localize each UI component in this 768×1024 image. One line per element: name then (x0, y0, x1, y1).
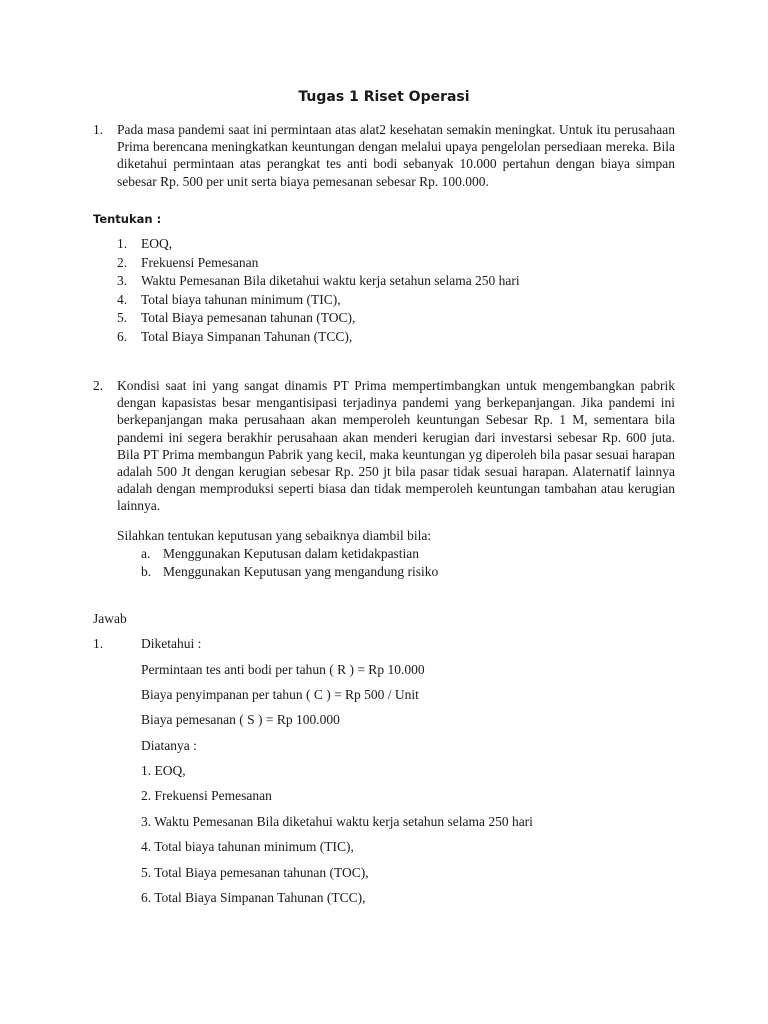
list-item: 4. Total biaya tahunan minimum (TIC), (141, 839, 354, 855)
diketahui-item: Biaya pemesanan ( S ) = Rp 100.000 (141, 712, 340, 727)
list-item-number: 1. (117, 236, 128, 251)
question-2-number: 2. (93, 378, 104, 393)
list-item: 6. Total Biaya Simpanan Tahunan (TCC), (141, 889, 366, 905)
list-item (117, 309, 657, 328)
list-item-text: Total Biaya pemesanan tahunan (TOC), (141, 310, 356, 326)
diketahui-item: Permintaan tes anti bodi per tahun ( R ) = Rp 10.000 (141, 662, 425, 677)
list-item: 1. EOQ, (141, 763, 186, 778)
list-item (117, 328, 657, 347)
document-title: Tugas 1 Riset Operasi (298, 89, 470, 105)
list-item (141, 545, 641, 563)
list-item-text: Menggunakan Keputusan yang mengandung risiko (163, 563, 439, 579)
list-item-text: Total Biaya Simpanan Tahunan (TCC), (141, 328, 353, 344)
list-item-number: 6. (117, 328, 128, 344)
answer-heading: Jawab (93, 611, 127, 626)
list-item-number: 4. (117, 291, 128, 307)
list-item (117, 272, 657, 291)
question-2-text: Kondisi saat ini yang sangat dinamis PT Prima mempertimbangkan untuk mengembangkan pabrik dengan kapasistas besar mengantisipasi terjadinya pandemi yang berkepanjangan. Jika pandemi ini berkepanjangan maka perusahaan akan memperoleh keuntungan Sebesar Rp. 1 M, sementara bila pandemi ini segera berakhir perusahaan akan menderi kerugian dari investarsi sebesar Rp. 600 juta. Bila PT Prima membangun Pabrik yang kecil, maka keuntungan yg diperoleh bila pasar sesuai harapan adalah 500 Jt dengan kerugian sebesar Rp. 250 jt bila pasar tidak sesuai harapan. Alaternatif lainnya adalah dengan memproduksi seperti biasa dan tidak memperoleh keuntungan tambahan atau kerugian lainnya. (117, 378, 675, 514)
question-2-options (141, 545, 641, 580)
question-2-instruction: Silahkan tentukan keputusan yang sebaiknya diambil bila: (117, 528, 432, 543)
list-item (141, 563, 641, 581)
diketahui-item: Biaya penyimpanan per tahun ( C ) = Rp 500 / Unit (141, 687, 419, 702)
question-1-text: Pada masa pandemi saat ini permintaan atas alat2 kesehatan semakin meningkat. Untuk itu perusahaan Prima berencana meningkatkan keuntungan dengan melalui upaya pengelolan persediaan mereka. Bila diketahui permintaan atas perangkat tes anti bodi sebanyak 10.000 pertahun dengan biaya simpan sebesar Rp. 500 per unit serta biaya pemesanan sebesar Rp. 100.000. (117, 122, 675, 189)
question-1-items (117, 235, 657, 347)
list-item (117, 254, 657, 273)
ditanya-label: Diatanya : (141, 738, 197, 753)
tentukan-label: Tentukan : (93, 212, 162, 226)
list-item: 5. Total Biaya pemesanan tahunan (TOC), (141, 864, 369, 880)
list-item-number: 3. (117, 273, 128, 289)
list-item (117, 235, 657, 254)
list-item: 2. Frekuensi Pemesanan (141, 788, 272, 804)
diketahui-label: Diketahui : (141, 636, 202, 651)
list-item-text: EOQ, (141, 236, 173, 251)
answer-number: 1. (93, 636, 104, 651)
list-item: 3. Waktu Pemesanan Bila diketahui waktu kerja setahun selama 250 hari (141, 813, 533, 829)
list-item (117, 291, 657, 310)
list-item-number: 5. (117, 310, 128, 326)
list-item-text: Frekuensi Pemesanan (141, 254, 259, 270)
list-item-letter: a. (141, 546, 151, 561)
ditanya-list (141, 758, 681, 910)
list-item-text: Menggunakan Keputusan dalam ketidakpastian (163, 546, 420, 561)
question-1-number: 1. (93, 122, 104, 137)
list-item-text: Total biaya tahunan minimum (TIC), (141, 291, 341, 307)
list-item-letter: b. (141, 563, 152, 579)
list-item-text: Waktu Pemesanan Bila diketahui waktu kerja setahun selama 250 hari (141, 273, 520, 289)
list-item-number: 2. (117, 254, 128, 270)
